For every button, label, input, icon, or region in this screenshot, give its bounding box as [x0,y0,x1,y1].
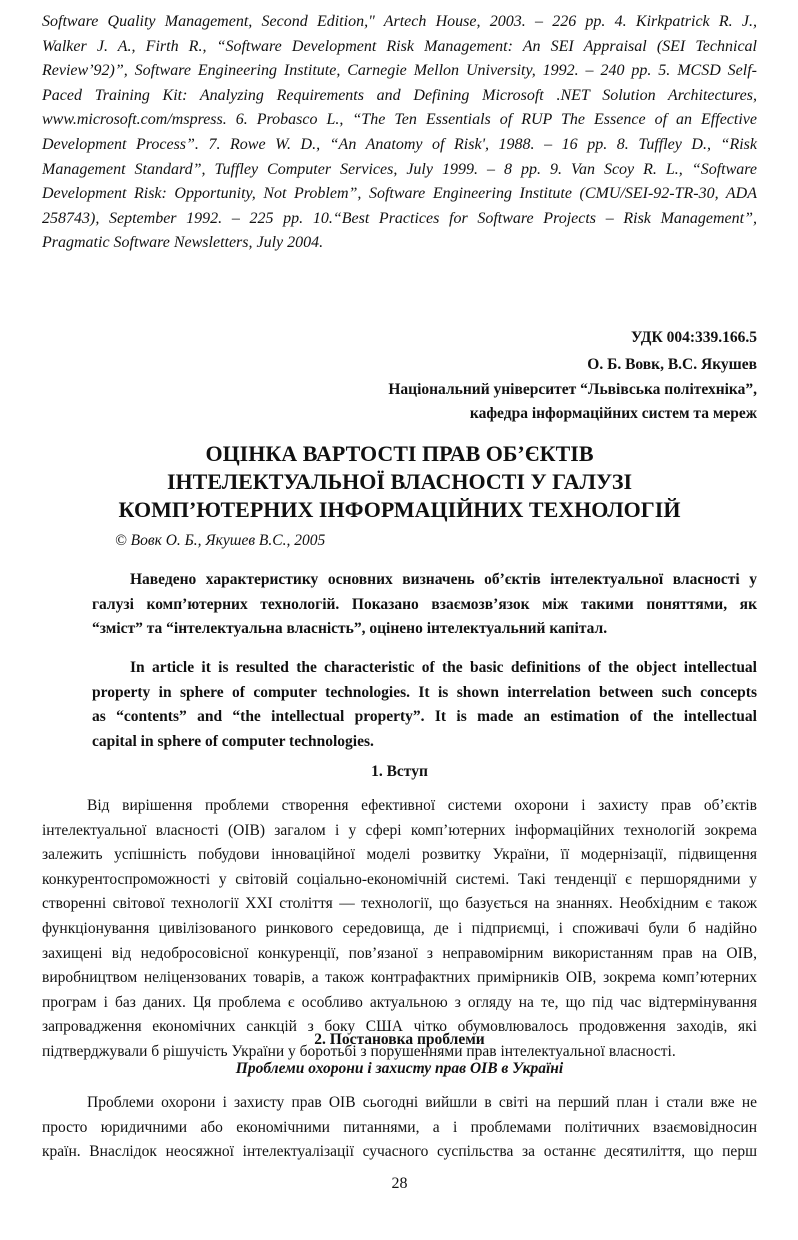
title-line: ІНТЕЛЕКТУАЛЬНОЇ ВЛАСНОСТІ У ГАЛУЗІ [166,469,633,494]
text-line: інтелектуальної власності (ОІВ) загалом і у сфері комп’ютерних інформаційних технологій зокрема [42,821,757,839]
text-line: Walker J. A., Firth R., “Software Development Risk Management: An SEI Appraisal (SEI Technical [42,37,757,55]
page-number: 28 [391,1175,408,1192]
text-line: створенні світової технології XXI століття — технології, що базується на знаннях. Необхідним є також [42,895,757,913]
text-line: запровадження економічних санкцій з боку США чітко обумовлювалось продовження заходів, які [42,1018,757,1036]
text-line: Проблеми охорони і захисту прав ОІВ сьогодні вийшли в світі на перший план і стали вже не [87,1094,757,1111]
affiliation-department: кафедра інформаційних систем та мереж [469,405,757,422]
copyright: © Вовк О. Б., Якушев В.С., 2005 [115,532,326,549]
abstract-ukrainian [92,568,757,642]
text-line: Pragmatic Software Newsletters, July 2004. [42,234,324,252]
section-problem-body [42,1091,757,1165]
text-line: “зміст” та “інтелектуальна власність”, оцінено інтелектуальний капітал. [92,620,608,638]
section-subheading: Проблеми охорони і захисту прав ОІВ в Україні [235,1060,564,1077]
text-line: Development Risk: Opportunity, Not Problem”, Software Engineering Institute (CMU/SEI-92-TR-30, ADA [42,185,757,203]
text-line: Management Standard”, Tuffley Computer Services, July 1999. – 8 pp. 9. Van Scoy R. L., “Software [42,160,757,178]
section-heading-intro: 1. Вступ [371,763,428,780]
section-intro-body [42,794,757,1065]
text-line: програм і баз даних. Ця проблема є особливо актуальною з огляду на те, що під час відтермінування [42,993,757,1011]
text-line: Review’92)”, Software Engineering Institute, Carnegie Mellon University, 1992. – 240 pp. 5. MCSD Self- [42,62,757,80]
text-line: as “contents” and “the intellectual property”. It is made an estimation of the intellectual [92,708,757,726]
udc-code: УДК 004:339.166.5 [631,329,757,346]
section-heading-problem: 2. Постановка проблеми [314,1031,485,1048]
title-line: ОЦІНКА ВАРТОСТІ ПРАВ ОБ’ЄКТІВ [205,441,594,466]
text-line: Наведено характеристику основних визначень об’єктів інтелектуальної власності у [130,571,757,588]
article-title [42,440,757,524]
text-line: www.microsoft.com/mspress. 6. Probasco L., “The Ten Essentials of RUP The Essence of an Effective [42,111,757,129]
abstract-english [92,656,757,754]
text-line: Paced Training Kit: Analyzing Requirements and Defining Microsoft .NET Solution Architectures, [42,86,757,104]
text-line: property in sphere of computer technologies. It is shown interrelation between such concepts [92,683,757,701]
text-line: залежить успішність побудови інноваційної моделі розвитку України, її модернізації, підвищення [42,846,757,864]
text-line: країн. Внаслідок неосяжної інтелектуалізації сучасного суспільства за останнє десятиліття, що перш [42,1143,757,1161]
title-line: КОМП’ЮТЕРНИХ ІНФОРМАЦІЙНИХ ТЕХНОЛОГІЙ [118,497,681,522]
text-line: In article it is resulted the characteristic of the basic definitions of the object intellectual [130,659,757,676]
text-line: Від вирішення проблеми створення ефективної системи охорони і захисту прав об’єктів [87,797,757,814]
text-line: просто юридичними або економічними питаннями, а і проблемами політичних взаємовідносин [42,1118,757,1136]
text-line: capital in sphere of computer technologies. [92,732,374,750]
references-continuation [42,10,757,256]
text-line: виробництвом неліцензованих товарів, а також контрафактних примірників ОІВ, зокрема комп’ютерних [42,969,757,987]
affiliation-university: Національний університет “Львівська політехніка”, [388,381,757,398]
text-line: захищені від недобросовісної конкуренції, пов’язаної з неправомірним використанням прав на ОІВ, [42,944,757,962]
text-line: конкурентоспроможності у світовій соціально-економічній системі. Такі тенденції є першорядними у [42,870,757,888]
authors: О. Б. Вовк, В.С. Якушев [587,356,757,373]
text-line: Development Process”. 7. Rowe W. D., “An Anatomy of Risk', 1988. – 16 pp. 8. Tuffley D., “Risk [42,135,757,153]
text-line: Software Quality Management, Second Edition," Artech House, 2003. – 226 pp. 4. Kirkpatrick R. J., [42,13,757,30]
text-line: галузі комп’ютерних технологій. Показано взаємозв’язок між такими поняттями, як [92,595,757,613]
text-line: 258743), September 1992. – 225 pp. 10.“Best Practices for Software Projects – Risk Management”, [42,209,757,227]
text-line: підтверджували б рішучість України у боротьбі з порушеннями прав інтелектуальної власності. [42,1042,676,1060]
text-line: функціонування цивілізованого ринкового середовища, де і підприємці, і споживачі були б надійно [42,919,757,937]
